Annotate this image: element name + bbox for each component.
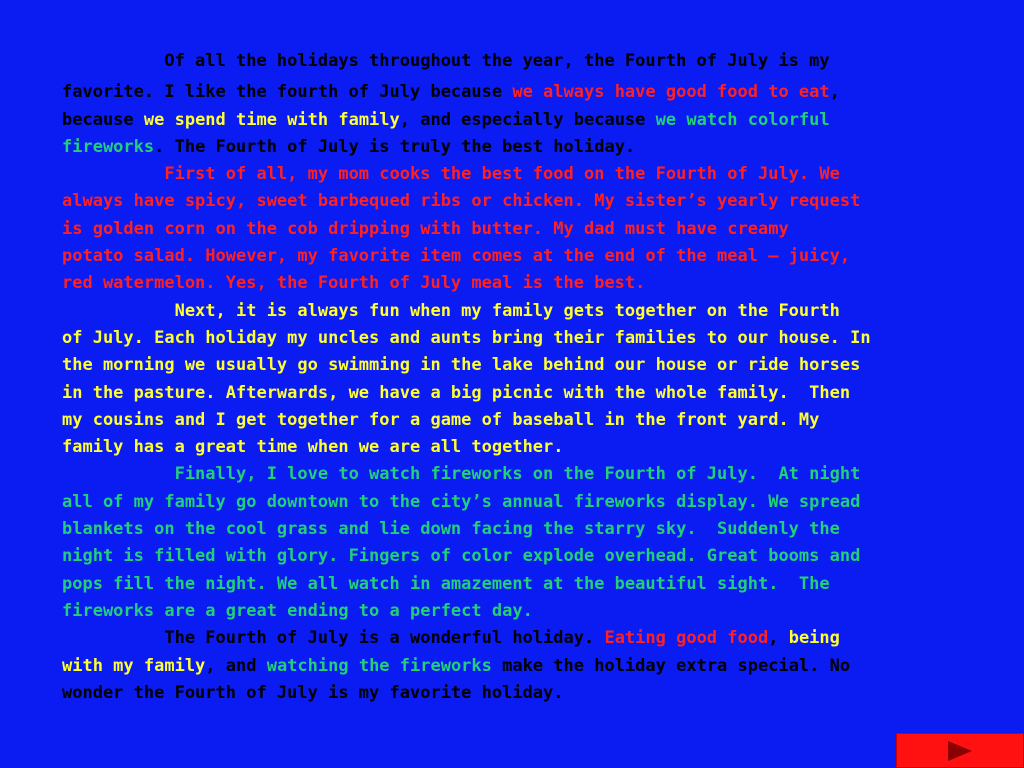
- essay-line: [62, 625, 962, 652]
- essay-segment: of July. Each holiday my uncles and aunts bring their families to our house. In: [62, 327, 871, 348]
- essay-segment: with my family: [62, 655, 206, 676]
- essay-segment: is golden corn on the cob dripping with butter. My dad must have creamy: [62, 218, 789, 239]
- essay-segment: night is filled with glory. Fingers of color explode overhead. Great booms and: [62, 546, 861, 567]
- essay-segment: make the holiday extra special. No: [491, 655, 851, 676]
- essay-segment: The Fourth of July is a wonderful holiday.: [62, 628, 605, 649]
- essay-segment: . The Fourth of July is truly the best holiday.: [154, 136, 636, 157]
- essay-line: [62, 680, 962, 707]
- essay-line: [62, 270, 962, 297]
- essay-line: [62, 571, 962, 598]
- essay-line: [62, 407, 962, 434]
- essay-segment: , and: [205, 655, 267, 676]
- essay-text: [62, 48, 962, 707]
- essay-line: [62, 48, 962, 75]
- essay-segment: , and especially because: [399, 109, 656, 130]
- next-slide-button[interactable]: [896, 733, 1024, 768]
- essay-segment: we spend time with family: [143, 109, 400, 130]
- essay-segment: the morning we usually go swimming in the lake behind our house or ride horses: [62, 355, 861, 376]
- essay-line: [62, 243, 962, 270]
- essay-segment: pops fill the night. We all watch in amazement at the beautiful sight. The: [62, 573, 830, 594]
- essay-line: [62, 489, 962, 516]
- essay-line: [62, 380, 962, 407]
- essay-segment: we always have good food to eat: [512, 82, 830, 103]
- essay-segment: wonder the Fourth of July is my favorite holiday.: [62, 682, 564, 703]
- essay-segment: my cousins and I get together for a game of baseball in the front yard. My: [62, 409, 820, 430]
- essay-segment: favorite. I like the fourth of July because: [62, 82, 513, 103]
- essay-segment: blankets on the cool grass and lie down facing the starry sky. Suddenly the: [62, 519, 840, 540]
- essay-line: [62, 543, 962, 570]
- essay-line: [62, 461, 962, 488]
- essay-line: [62, 79, 962, 106]
- essay-line: [62, 434, 962, 461]
- essay-segment: being: [788, 628, 840, 649]
- essay-line: [62, 653, 962, 680]
- essay-line: [62, 107, 962, 134]
- essay-segment: Next, it is always fun when my family gets together on the Fourth: [62, 300, 840, 321]
- essay-segment: always have spicy, sweet barbequed ribs or chicken. My sister’s yearly request: [62, 191, 861, 212]
- essay-segment: because: [62, 109, 144, 130]
- essay-segment: ,: [768, 628, 789, 649]
- essay-line: [62, 298, 962, 325]
- essay-segment: we watch colorful: [655, 109, 830, 130]
- essay-segment: Finally, I love to watch fireworks on the Fourth of July. At night: [62, 464, 861, 485]
- essay-segment: First of all, my mom cooks the best food on the Fourth of July. We: [62, 164, 840, 185]
- essay-line: [62, 161, 962, 188]
- essay-line: [62, 598, 962, 625]
- essay-segment: in the pasture. Afterwards, we have a big picnic with the whole family. Then: [62, 382, 851, 403]
- essay-line: [62, 325, 962, 352]
- essay-segment: all of my family go downtown to the city’s annual fireworks display. We spread: [62, 491, 861, 512]
- essay-segment: fireworks: [62, 136, 155, 157]
- essay-segment: Eating good food: [604, 628, 769, 649]
- essay-line: [62, 516, 962, 543]
- essay-segment: red watermelon. Yes, the Fourth of July meal is the best.: [62, 273, 646, 294]
- essay-segment: watching the fireworks: [266, 655, 492, 676]
- essay-line: [62, 188, 962, 215]
- essay-line: [62, 134, 962, 161]
- essay-segment: potato salad. However, my favorite item comes at the end of the meal – juicy,: [62, 246, 851, 267]
- essay-line: [62, 216, 962, 243]
- play-triangle-icon: [947, 740, 973, 762]
- essay-segment: ,: [829, 82, 840, 103]
- essay-segment: fireworks are a great ending to a perfect day.: [62, 600, 533, 621]
- essay-segment: family has a great time when we are all together.: [62, 437, 564, 458]
- essay-segment: Of all the holidays throughout the year, the Fourth of July is my: [62, 51, 830, 71]
- essay-line: [62, 352, 962, 379]
